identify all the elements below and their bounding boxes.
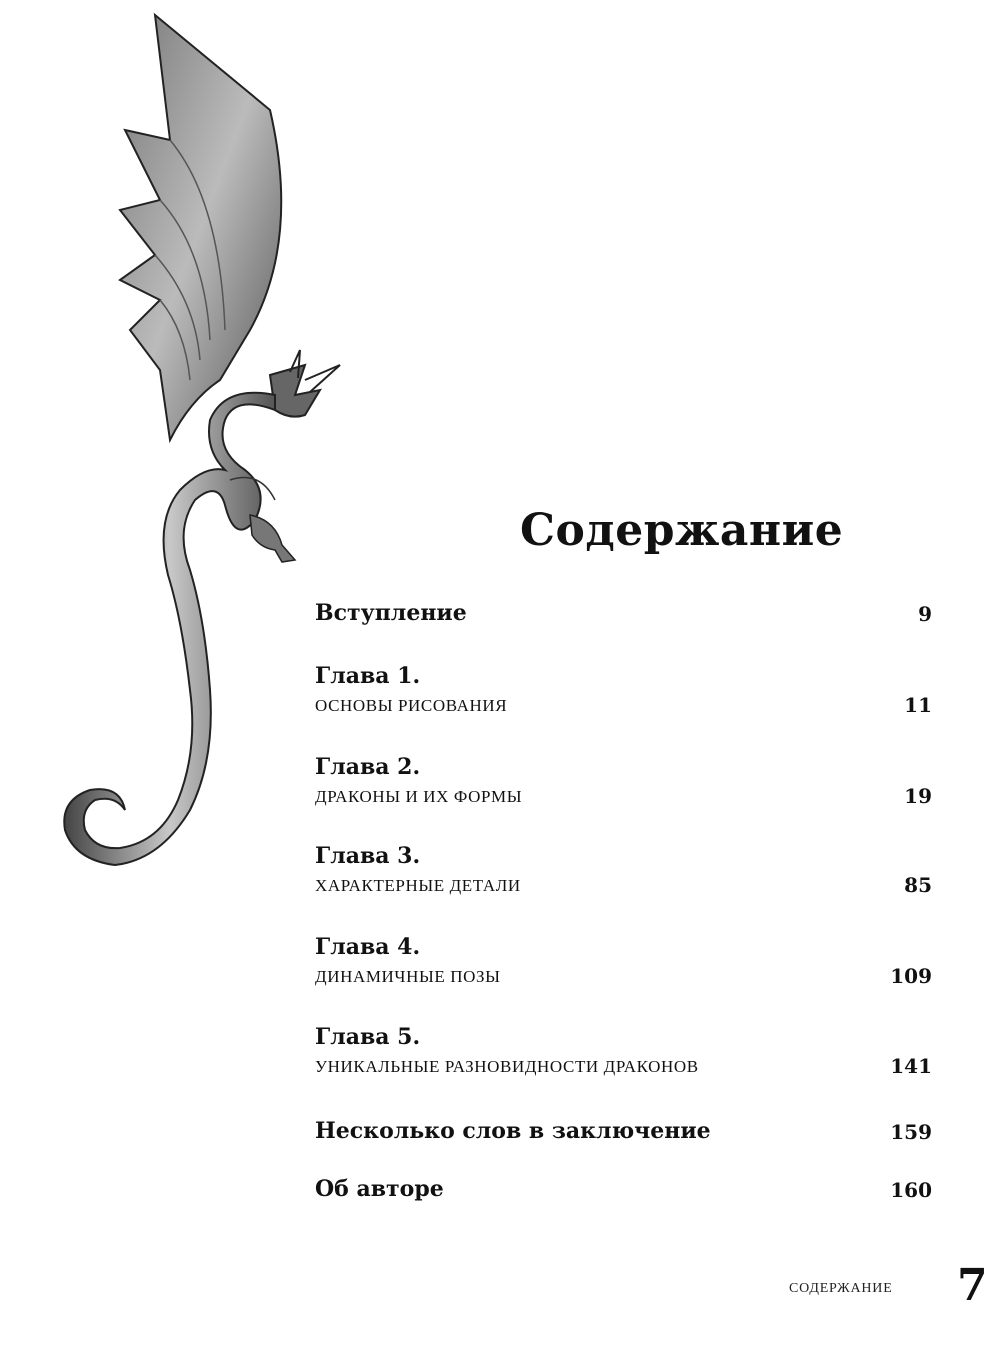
- toc-entry: [315, 843, 932, 897]
- toc-heading: Вступление: [315, 600, 467, 626]
- toc-entry: [315, 934, 932, 988]
- toc-page-number: 159: [890, 1120, 932, 1144]
- toc-page-number: 141: [890, 1054, 932, 1078]
- toc-heading: Глава 4.: [315, 934, 421, 960]
- toc-page-number: 109: [890, 964, 932, 988]
- toc-page-number: 9: [918, 602, 932, 626]
- toc-heading: Несколько слов в заключение: [315, 1118, 711, 1144]
- toc-page-number: 160: [890, 1178, 932, 1202]
- toc-heading: Глава 1.: [315, 663, 421, 689]
- toc-entry: [315, 754, 932, 808]
- running-footer-label: СОДЕРЖАНИЕ: [789, 1281, 893, 1296]
- page-title: Содержание: [520, 505, 844, 556]
- toc-page-number: 11: [904, 693, 932, 717]
- folio-page-number: 7: [957, 1260, 988, 1311]
- toc-subtitle: УНИКАЛЬНЫЕ РАЗНОВИДНОСТИ ДРАКОНОВ: [315, 1057, 699, 1076]
- toc-heading: Об авторе: [315, 1176, 444, 1202]
- toc-entry: [315, 600, 932, 626]
- toc-page-number: 85: [904, 873, 932, 897]
- toc-subtitle: ОСНОВЫ РИСОВАНИЯ: [315, 696, 508, 715]
- toc-subtitle: ДИНАМИЧНЫЕ ПОЗЫ: [315, 967, 501, 986]
- toc-heading: Глава 2.: [315, 754, 421, 780]
- toc-page-number: 19: [904, 784, 932, 808]
- toc-heading: Глава 3.: [315, 843, 421, 869]
- toc-heading: Глава 5.: [315, 1024, 421, 1050]
- toc-entry: [315, 1118, 932, 1144]
- toc-subtitle: ДРАКОНЫ И ИХ ФОРМЫ: [315, 787, 523, 806]
- toc-entry: [315, 663, 932, 717]
- toc-subtitle: ХАРАКТЕРНЫЕ ДЕТАЛИ: [315, 876, 521, 895]
- toc-entry: [315, 1024, 932, 1078]
- dragon-illustration: [20, 0, 360, 960]
- toc-entry: [315, 1176, 932, 1202]
